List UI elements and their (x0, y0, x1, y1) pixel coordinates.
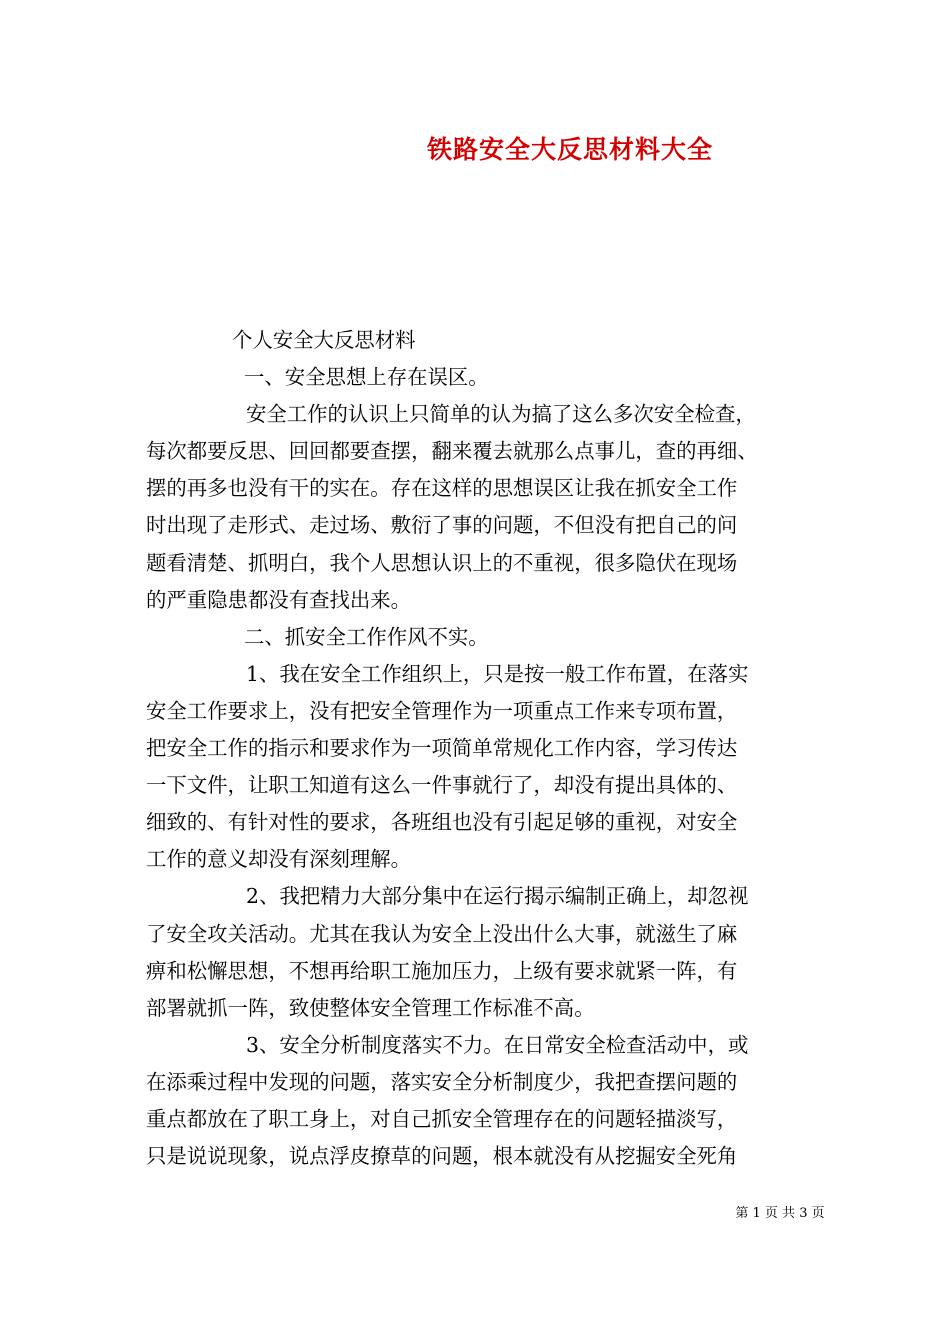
document-title: 铁路安全大反思材料大全 (426, 135, 713, 164)
paragraph-line: 了安全攻关活动。尤其在我认为安全上没出什么大事，就滋生了麻 (146, 921, 738, 946)
paragraph-line: 细致的、有针对性的要求，各班组也没有引起足够的重视，对安全 (146, 810, 738, 835)
page-number: 第 1 页 共 3 页 (735, 1206, 825, 1221)
paragraph-line: 每次都要反思、回回都要查摆，翻来覆去就那么点事儿，查的再细、 (146, 439, 758, 464)
paragraph-line: 的严重隐患都没有查找出来。 (146, 587, 412, 612)
paragraph-line: 题看清楚、抓明白，我个人思想认识上的不重视，很多隐伏在现场 (146, 550, 738, 575)
paragraph-line: 3、安全分析制度落实不力。在日常安全检查活动中，或 (246, 1032, 749, 1057)
paragraph-line: 安全工作要求上，没有把安全管理作为一项重点工作来专项布置， (146, 698, 738, 723)
paragraph-line: 一下文件，让职工知道有这么一件事就行了，却没有提出具体的、 (146, 773, 738, 798)
paragraph-line: 工作的意义却没有深刻理解。 (146, 847, 412, 872)
paragraph-line: 部署就抓一阵，致使整体安全管理工作标准不高。 (146, 995, 595, 1020)
paragraph-line: 1、我在安全工作组织上，只是按一般工作布置，在落实 (246, 661, 749, 686)
section-heading: 一、安全思想上存在误区。 (244, 365, 489, 390)
paragraph-line: 把安全工作的指示和要求作为一项简单常规化工作内容，学习传达 (146, 736, 738, 761)
paragraph-line: 只是说说现象，说点浮皮撩草的问题，根本就没有从挖掘安全死角 (146, 1144, 738, 1169)
section-heading: 二、抓安全工作作风不实。 (244, 624, 489, 649)
paragraph-line: 时出现了走形式、走过场、敷衍了事的问题，不但没有把自己的问 (146, 513, 738, 538)
section-heading: 个人安全大反思材料 (232, 328, 416, 352)
document-body (146, 322, 826, 1175)
paragraph-line: 摆的再多也没有干的实在。存在这样的思想误区让我在抓安全工作 (146, 476, 738, 501)
paragraph-line: 在添乘过程中发现的问题，落实安全分析制度少，我把查摆问题的 (146, 1069, 738, 1094)
paragraph-line: 痹和松懈思想，不想再给职工施加压力，上级有要求就紧一阵，有 (146, 958, 738, 983)
paragraph-line: 2、我把精力大部分集中在运行揭示编制正确上，却忽视 (246, 884, 749, 909)
paragraph-line: 重点都放在了职工身上，对自己抓安全管理存在的问题轻描淡写， (146, 1106, 738, 1131)
paragraph-line: 安全工作的认识上只简单的认为搞了这么多次安全检查， (246, 402, 756, 427)
